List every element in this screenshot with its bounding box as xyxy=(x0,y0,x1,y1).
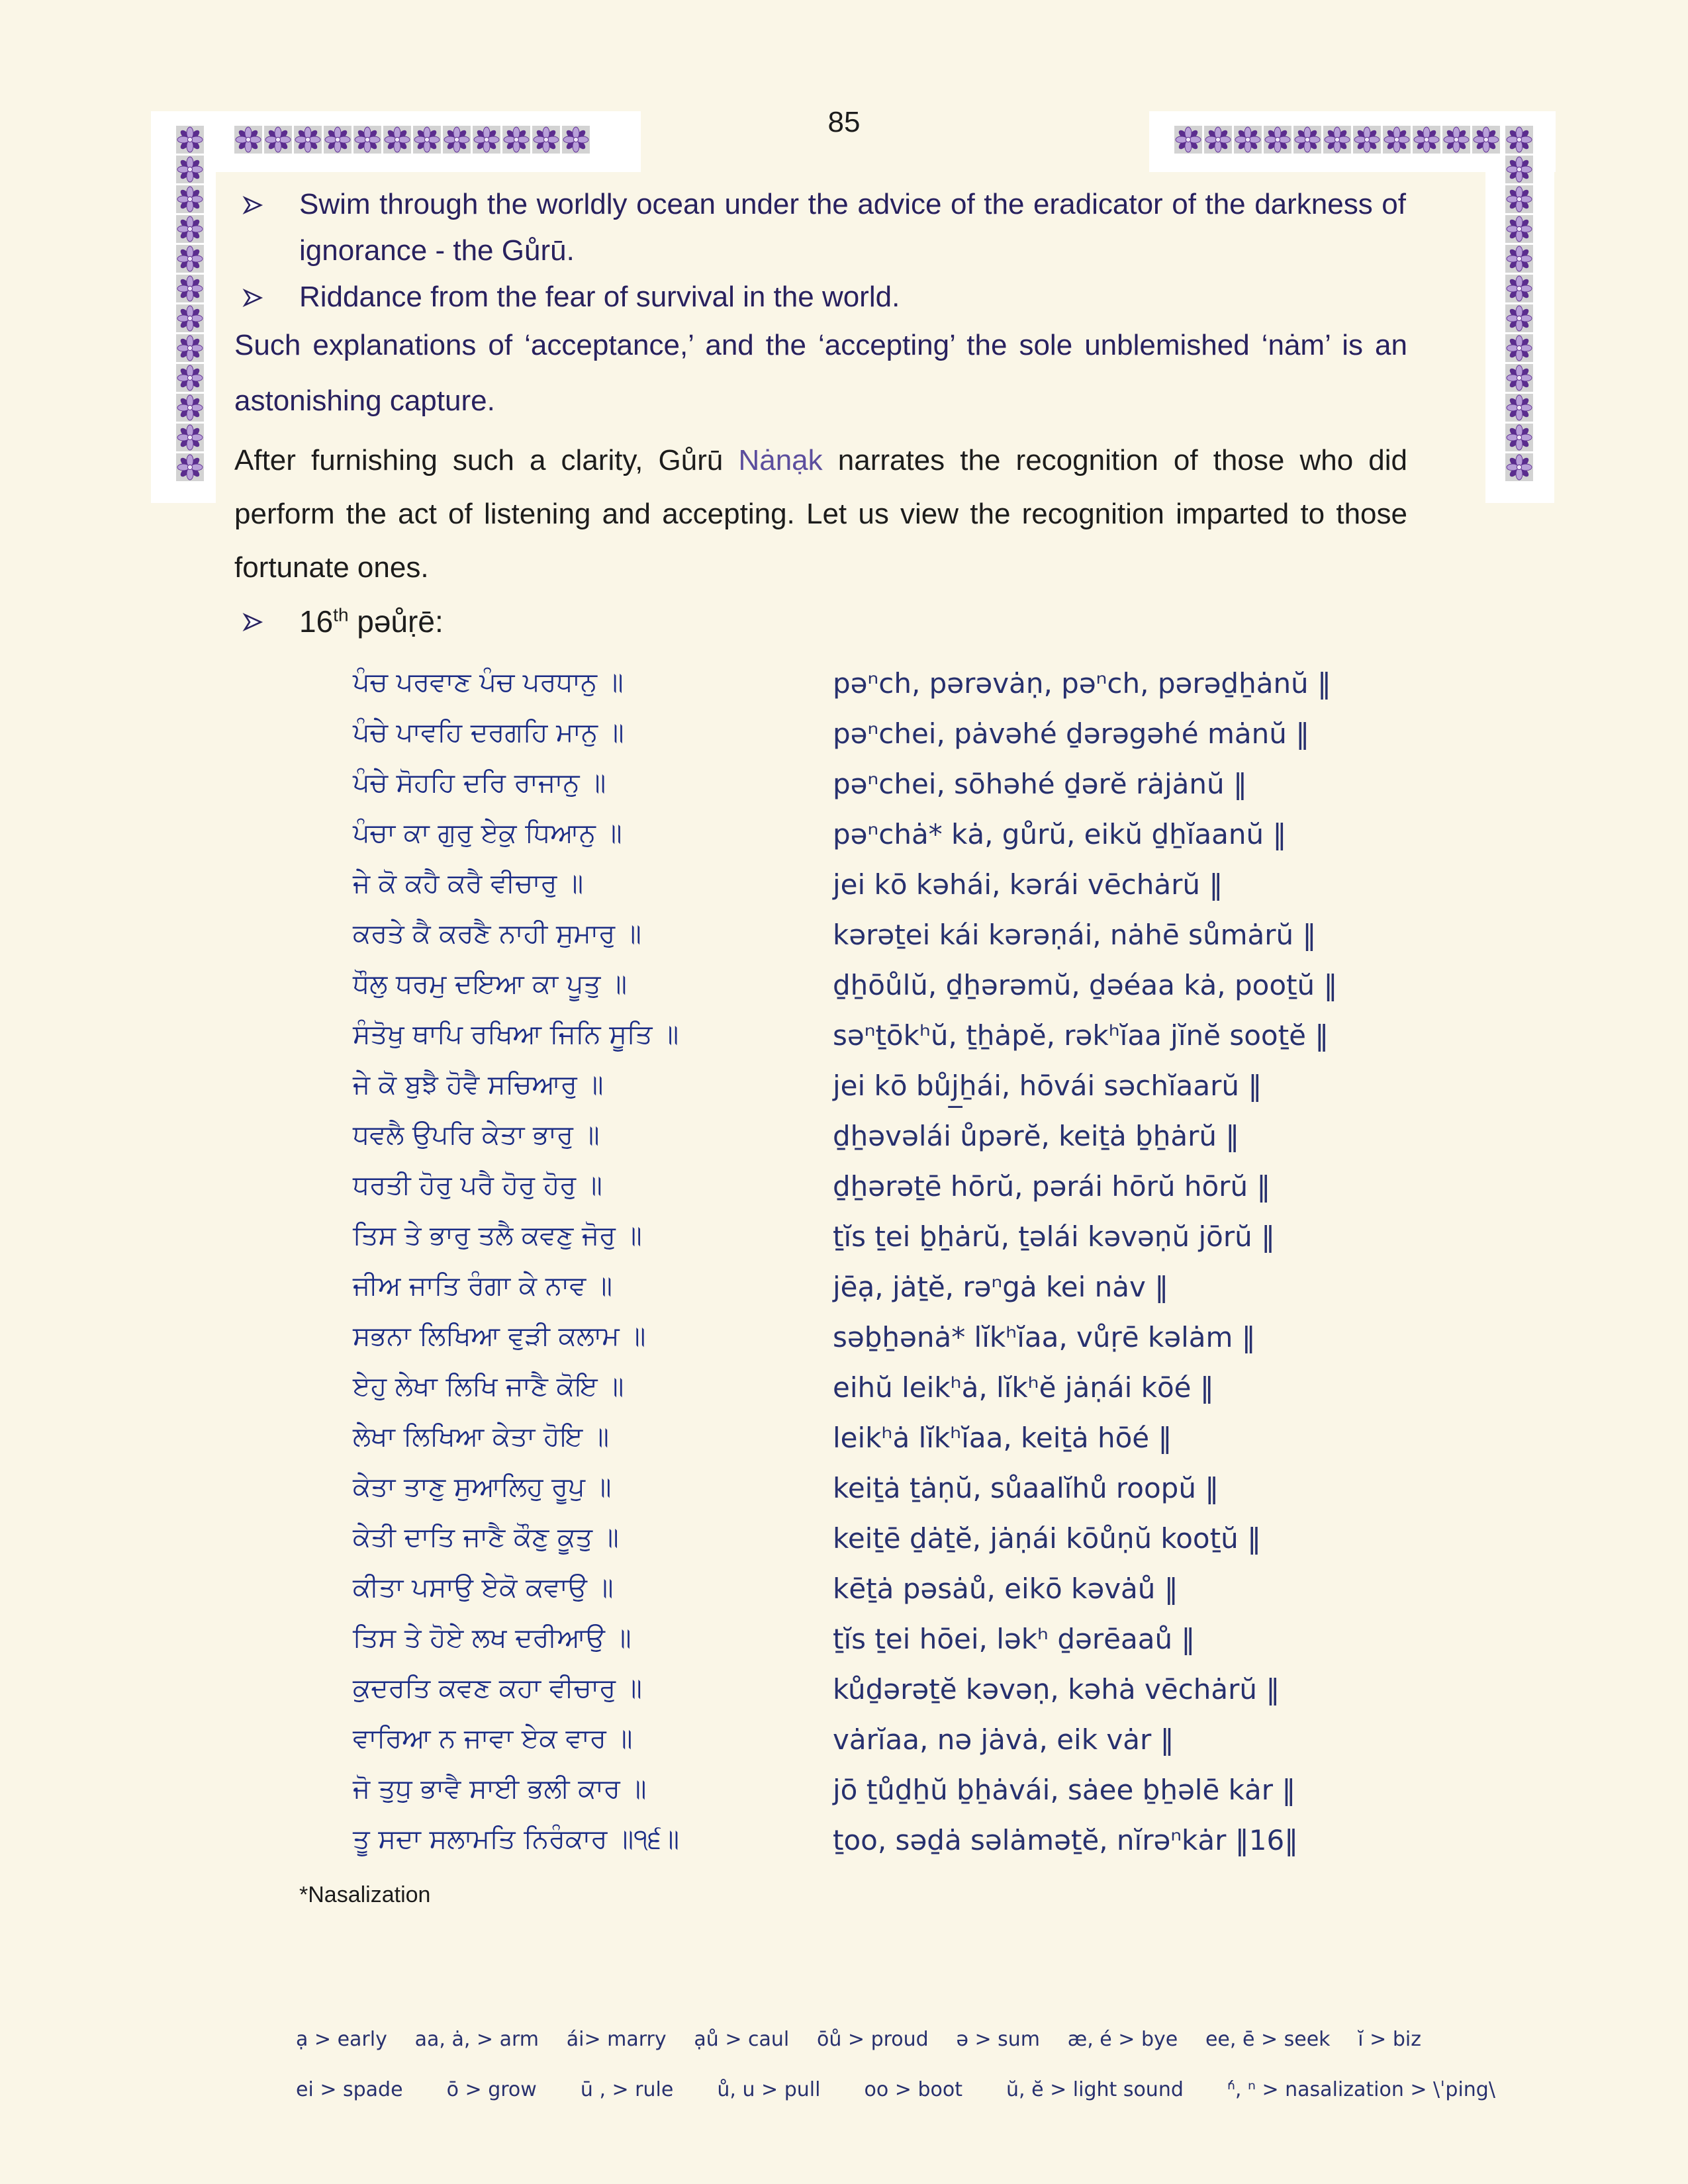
bullet-text: Swim through the worldly ocean under the advice of the eradicator of the darkness of ignorance - the Gůrū. xyxy=(299,188,1406,267)
flower-icon xyxy=(1505,304,1533,332)
gurmukhi-line: ਜੀਅ ਜਾਤਿ ਰੰਗਾ ਕੇ ਨਾਵ ॥ xyxy=(353,1271,612,1301)
nasalization-note: *Nasalization xyxy=(299,1882,431,1907)
transliteration-line: ḏẖərəṯē hōrŭ, pərái hōrŭ hōrŭ ‖ xyxy=(833,1170,1271,1203)
gurmukhi-line: ਏਹੁ ਲੇਖਾ ਲਿਖਿ ਜਾਣੈ ਕੋਇ ॥ xyxy=(353,1371,624,1402)
flower-icon xyxy=(176,156,204,183)
flower-icon xyxy=(353,126,381,154)
flower-icon xyxy=(1383,126,1411,154)
gurmukhi-line: ਸੰਤੋਖੁ ਥਾਪਿ ਰਖਿਆ ਜਿਨਿ ਸੂਤਿ ॥ xyxy=(353,1019,679,1050)
verse-row xyxy=(0,1220,1688,1271)
flower-icon xyxy=(176,424,204,451)
paragraph-text: After furnishing such a clarity, Gůrū xyxy=(234,444,739,477)
gurmukhi-line: ਪੰਚਾ ਕਾ ਗੁਰੁ ਏਕੁ ਧਿਆਨੁ ॥ xyxy=(353,818,622,848)
pronunciation-key-item: ạ > early xyxy=(296,2028,387,2051)
verse-row xyxy=(0,667,1688,717)
pronunciation-key-item: ōů > proud xyxy=(817,2028,929,2051)
paragraph-acceptance: Such explanations of ‘acceptance,’ and the ‘accepting’ the sole unblemished ‘nȧm’ is an astonishing capture. xyxy=(234,329,1407,417)
pronunciation-key-item: æ, é > bye xyxy=(1067,2028,1178,2051)
flower-icon xyxy=(1505,245,1533,273)
flower-icon xyxy=(264,126,292,154)
verse-row xyxy=(0,1522,1688,1572)
flower-icon xyxy=(1505,156,1533,183)
transliteration-line: keiṯē ḏȧṯĕ, jȧṇái kōůṇŭ kooṯŭ ‖ xyxy=(833,1522,1262,1555)
transliteration-line: jei kō bůj̲ẖái, hōvái səchĭaarŭ ‖ xyxy=(833,1069,1262,1102)
verse-row xyxy=(0,818,1688,868)
flower-icon xyxy=(176,185,204,213)
pronunciation-key-item: aa, ȧ, > arm xyxy=(414,2028,539,2051)
verse-row xyxy=(0,1271,1688,1321)
top-right-flower-border xyxy=(1174,126,1500,154)
flower-icon xyxy=(1505,275,1533,302)
flower-icon xyxy=(234,126,262,154)
transliteration-line: ḏẖəvəlái ůpərĕ, keiṯȧ ḇẖȧrŭ ‖ xyxy=(833,1120,1240,1152)
verse-row xyxy=(0,1723,1688,1774)
flower-icon xyxy=(176,275,204,302)
transliteration-line: pəⁿchei, pȧvəhé ḏərəgəhé mȧnŭ ‖ xyxy=(833,717,1310,750)
verse-table xyxy=(0,667,1688,1878)
pauri-number: 16 xyxy=(299,604,334,639)
gurmukhi-line: ਸਭਨਾ ਲਿਖਿਆ ਵੁੜੀ ਕਲਾਮ ॥ xyxy=(353,1321,646,1351)
flower-icon xyxy=(502,126,530,154)
pronunciation-key-item: ee, ē > seek xyxy=(1205,2028,1331,2051)
pronunciation-key-item: ů, u > pull xyxy=(717,2078,821,2101)
pronunciation-key-item: ū , > rule xyxy=(580,2078,674,2101)
flower-icon xyxy=(413,126,441,154)
flower-icon xyxy=(562,126,590,154)
verse-row xyxy=(0,768,1688,818)
transliteration-line: pəⁿch, pərəvȧṇ, pəⁿch, pərəḏẖȧnŭ ‖ xyxy=(833,667,1332,700)
arrow-bullet-icon xyxy=(242,287,263,308)
verse-row xyxy=(0,1120,1688,1170)
pronunciation-key-item: ŭ, ĕ > light sound xyxy=(1006,2078,1184,2101)
transliteration-line: ṯĭs ṯei hōei, ləkʰ ḏərēaaů ‖ xyxy=(833,1623,1196,1655)
gurmukhi-line: ਧਵਲੈ ਉਪਰਿ ਕੇਤਾ ਭਾਰੁ ॥ xyxy=(353,1120,600,1150)
gurmukhi-line: ਕਰਤੇ ਕੈ ਕਰਣੈ ਨਾਹੀ ਸੁਮਾਰੁ ॥ xyxy=(353,919,641,949)
page-number: 85 xyxy=(827,106,861,138)
gurmukhi-line: ਜੇ ਕੋ ਕਹੈ ਕਰੈ ਵੀਚਾਰੁ ॥ xyxy=(353,868,584,899)
flower-icon xyxy=(1505,185,1533,213)
transliteration-line: jēạ, jȧṯĕ, rəⁿgȧ kei nȧv ‖ xyxy=(833,1271,1169,1303)
verse-row xyxy=(0,1170,1688,1220)
verse-row xyxy=(0,1472,1688,1522)
section-heading xyxy=(299,604,444,639)
flower-icon xyxy=(443,126,471,154)
transliteration-line: jō ṯůḏẖŭ ḇẖȧvái, sȧee ḇẖəlē kȧr ‖ xyxy=(833,1774,1296,1806)
verse-row xyxy=(0,1422,1688,1472)
gurmukhi-line: ਧੌਲੁ ਧਰਮੁ ਦਇਆ ਕਾ ਪੂਤੁ ॥ xyxy=(353,969,627,999)
flower-icon xyxy=(176,394,204,422)
verse-row xyxy=(0,717,1688,768)
transliteration-line: leikʰȧ lĭkʰĭaa, keiṯȧ hōé ‖ xyxy=(833,1422,1172,1454)
flower-icon xyxy=(532,126,560,154)
flower-icon xyxy=(1505,126,1533,154)
gurmukhi-line: ਕੇਤੀ ਦਾਤਿ ਜਾਣੈ ਕੌਣੁ ਕੂਤੁ ॥ xyxy=(353,1522,619,1553)
guru-name: Nȧnạk xyxy=(738,444,823,477)
verse-row xyxy=(0,868,1688,919)
verse-row xyxy=(0,1572,1688,1623)
flower-icon xyxy=(1413,126,1440,154)
bullet-text: Riddance from the fear of survival in the world. xyxy=(299,281,900,313)
pronunciation-key-item: ei > spade xyxy=(296,2078,403,2101)
ordinal-suffix: th xyxy=(333,604,349,625)
verse-row xyxy=(0,919,1688,969)
gurmukhi-line: ਜੋ ਤੁਧੁ ਭਾਵੈ ਸਾਈ ਭਲੀ ਕਾਰ ॥ xyxy=(353,1774,647,1804)
gurmukhi-line: ਤੂ ਸਦਾ ਸਲਾਮਤਿ ਨਿਰੰਕਾਰ ॥੧੬॥ xyxy=(353,1824,680,1854)
transliteration-line: səḇẖənȧ* lĭkʰĭaa, vůṛē kəlȧm ‖ xyxy=(833,1321,1256,1353)
flower-icon xyxy=(176,364,204,392)
top-left-flower-border xyxy=(234,126,590,154)
transliteration-line: ṯĭs ṯei ḇẖȧrŭ, ṯəlái kəvəṇŭ jōrŭ ‖ xyxy=(833,1220,1276,1253)
flower-icon xyxy=(176,245,204,273)
flower-icon xyxy=(294,126,322,154)
flower-icon xyxy=(1505,334,1533,362)
pronunciation-key-item: oo > boot xyxy=(864,2078,962,2101)
transliteration-line: keiṯȧ ṯȧṇŭ, sůaalĭhů roopŭ ‖ xyxy=(833,1472,1219,1504)
gurmukhi-line: ਤਿਸ ਤੇ ਹੋਏ ਲਖ ਦਰੀਆਉ ॥ xyxy=(353,1623,632,1653)
flower-icon xyxy=(383,126,411,154)
verse-row xyxy=(0,1673,1688,1723)
arrow-bullet-icon xyxy=(242,612,263,633)
pronunciation-key-item: ĭ > biz xyxy=(1358,2028,1421,2051)
pronunciation-guide-row-2 xyxy=(296,2078,1495,2101)
transliteration-line: ḏẖōůlŭ, ḏẖərəmŭ, ḏəéaa kȧ, pooṯŭ ‖ xyxy=(833,969,1338,1001)
transliteration-line: kərəṯei kái kərəṇái, nȧhē sůmȧrŭ ‖ xyxy=(833,919,1317,951)
pronunciation-key-item: ə > sum xyxy=(956,2028,1041,2051)
gurmukhi-line: ਪੰਚ ਪਰਵਾਣ ਪੰਚ ਪਰਧਾਨੁ ॥ xyxy=(353,667,624,698)
flower-icon xyxy=(1505,424,1533,451)
verse-row xyxy=(0,1069,1688,1120)
flower-icon xyxy=(1323,126,1351,154)
transliteration-line: eihŭ leikʰȧ, lĭkʰĕ jȧṇái kōé ‖ xyxy=(833,1371,1214,1404)
gurmukhi-line: ਕੀਤਾ ਪਸਾਉ ਏਕੋ ਕਵਾਉ ॥ xyxy=(353,1572,614,1603)
flower-icon xyxy=(1353,126,1381,154)
transliteration-line: ṯoo, səḏȧ səlȧməṯĕ, nĭrəⁿkȧr ‖16‖ xyxy=(833,1824,1299,1856)
verse-row xyxy=(0,1824,1688,1874)
gurmukhi-line: ਕੁਦਰਤਿ ਕਵਣ ਕਹਾ ਵੀਚਾਰੁ ॥ xyxy=(353,1673,642,1704)
transliteration-line: jei kō kəhái, kərái vēchȧrŭ ‖ xyxy=(833,868,1223,901)
flower-icon xyxy=(1505,453,1533,481)
flower-icon xyxy=(1505,215,1533,243)
gurmukhi-line: ਧਰਤੀ ਹੋਰੁ ਪਰੈ ਹੋਰੁ ਹੋਰੁ ॥ xyxy=(353,1170,602,1201)
paragraph-after-furnishing xyxy=(234,433,1407,594)
verse-row xyxy=(0,1321,1688,1371)
flower-icon xyxy=(176,453,204,481)
flower-icon xyxy=(1204,126,1232,154)
gurmukhi-line: ਲੇਖਾ ਲਿਖਿਆ ਕੇਤਾ ਹੋਇ ॥ xyxy=(353,1422,609,1452)
transliteration-line: kēṯȧ pəsȧů, eikō kəvȧů ‖ xyxy=(833,1572,1178,1605)
gurmukhi-line: ਕੇਤਾ ਤਾਣੁ ਸੁਆਲਿਹੁ ਰੂਪੁ ॥ xyxy=(353,1472,612,1502)
flower-icon xyxy=(1442,126,1470,154)
pronunciation-key-item: ō > grow xyxy=(446,2078,537,2101)
paragraph-text: narrates the recognition of those who did perform the act of listening and accepting. Let us view the recognition imparted to those fortunate ones. xyxy=(234,444,1408,584)
gurmukhi-line: ਵਾਰਿਆ ਨ ਜਾਵਾ ਏਕ ਵਾਰ ॥ xyxy=(353,1723,633,1754)
transliteration-line: kůḏərəṯĕ kəvəṇ, kəhȧ vēchȧrŭ ‖ xyxy=(833,1673,1280,1706)
verse-row xyxy=(0,1623,1688,1673)
flower-icon xyxy=(324,126,352,154)
flower-icon xyxy=(1505,394,1533,422)
flower-icon xyxy=(1472,126,1500,154)
transliteration-line: pəⁿchei, sōhəhé ḏərĕ rȧjȧnŭ ‖ xyxy=(833,768,1247,800)
flower-icon xyxy=(1264,126,1291,154)
left-flower-border xyxy=(176,126,204,481)
gurmukhi-line: ਤਿਸ ਤੇ ਭਾਰੁ ਤਲੈ ਕਵਣੁ ਜੋਰੁ ॥ xyxy=(353,1220,642,1251)
flower-icon xyxy=(176,304,204,332)
verse-row xyxy=(0,969,1688,1019)
pronunciation-guide-row-1 xyxy=(296,2028,1421,2051)
flower-icon xyxy=(176,126,204,154)
transliteration-line: vȧrĭaa, nə jȧvȧ, eik vȧr ‖ xyxy=(833,1723,1174,1756)
pronunciation-key-item: ⁿ́, ⁿ > nasalization > \ˈping\ xyxy=(1227,2078,1495,2101)
pauri-label: pəůṛē: xyxy=(348,604,444,639)
verse-row xyxy=(0,1774,1688,1824)
gurmukhi-line: ਜੇ ਕੋ ਬੁਝੈ ਹੋਵੈ ਸਚਿਆਰੁ ॥ xyxy=(353,1069,604,1100)
gurmukhi-line: ਪੰਚੇ ਪਾਵਹਿ ਦਰਗਹਿ ਮਾਨੁ ॥ xyxy=(353,717,624,748)
verse-row xyxy=(0,1371,1688,1422)
flower-icon xyxy=(176,215,204,243)
flower-icon xyxy=(1505,364,1533,392)
transliteration-line: səⁿṯōkʰŭ, ṯẖȧpĕ, rəkʰĭaa jĭnĕ sooṯĕ ‖ xyxy=(833,1019,1329,1052)
flower-icon xyxy=(1174,126,1202,154)
flower-icon xyxy=(473,126,500,154)
flower-icon xyxy=(176,334,204,362)
pronunciation-key-item: ái> marry xyxy=(566,2028,667,2051)
pronunciation-key-item: ạů > caul xyxy=(694,2028,790,2051)
flower-icon xyxy=(1234,126,1262,154)
gurmukhi-line: ਪੰਚੇ ਸੋਹਹਿ ਦਰਿ ਰਾਜਾਨੁ ॥ xyxy=(353,768,606,798)
transliteration-line: pəⁿchȧ* kȧ, gůrŭ, eikŭ ḏẖĭaanŭ ‖ xyxy=(833,818,1287,850)
arrow-bullet-icon xyxy=(242,195,263,216)
flower-icon xyxy=(1293,126,1321,154)
verse-row xyxy=(0,1019,1688,1069)
right-flower-border xyxy=(1505,126,1533,481)
